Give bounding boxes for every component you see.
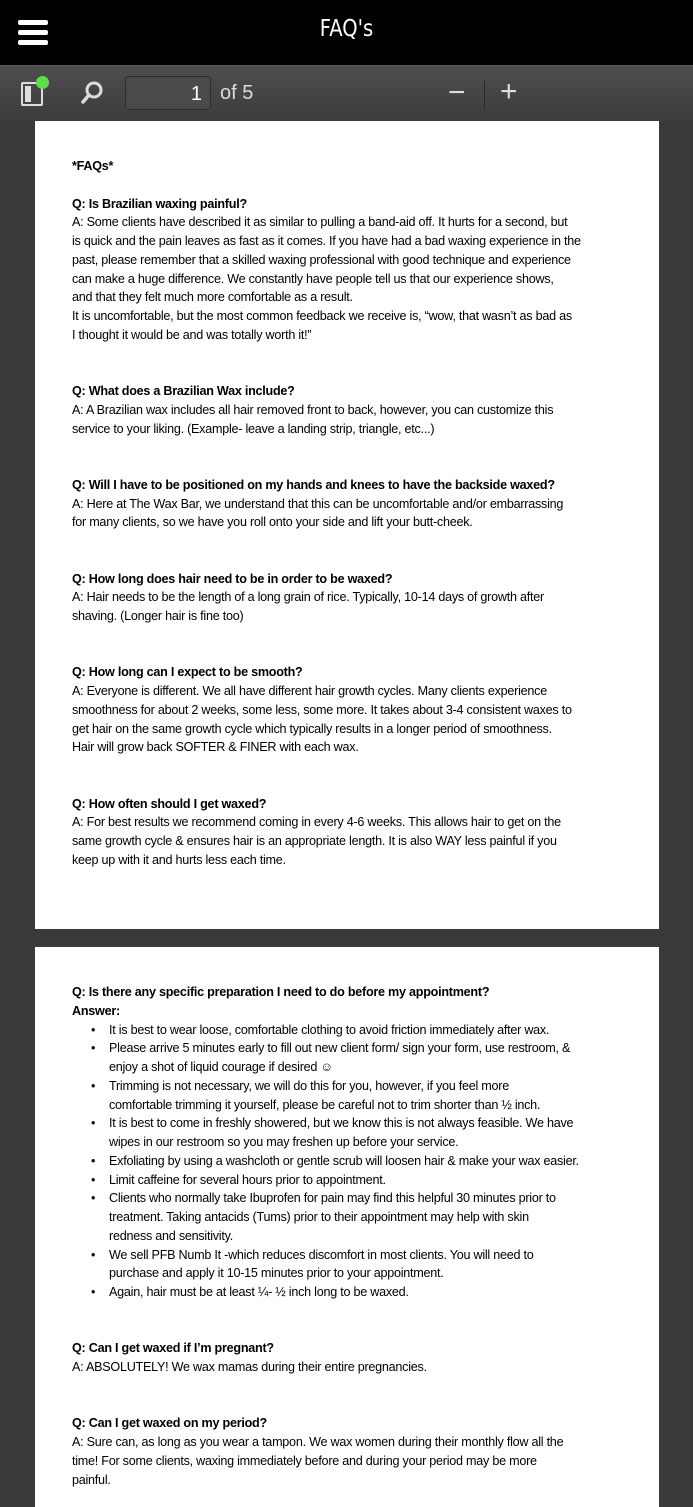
faq-answer-line: A: Some clients have described it as similar to pulling a band-aid off. It hurts for a second, but [72, 215, 568, 230]
zoom-out-button[interactable]: − [448, 76, 466, 109]
faq-question: Q: How often should I get waxed? [72, 796, 267, 811]
faq-item [72, 795, 659, 870]
zoom-in-button[interactable]: + [500, 75, 518, 108]
faq-question: Q: Will I have to be positioned on my hands and knees to have the backside waxed? [72, 477, 555, 492]
bullet-line: redness and sensitivity. [109, 1228, 233, 1243]
faq-item [72, 983, 659, 1302]
faq-answer-line: A: Here at The Wax Bar, we understand that this can be uncomfortable and/or embarrassing [72, 496, 564, 511]
bullet-item [72, 1171, 659, 1190]
faq-question: Q: Is Brazilian waxing painful? [72, 196, 247, 211]
spacer [72, 438, 659, 476]
bullet-item [72, 1246, 659, 1284]
faq-answer-line: It is uncomfortable, but the most common feedback we receive is, “wow, that wasn’t as bad as [72, 309, 572, 323]
faq-answer-line: keep up with it and hurts less each time. [72, 852, 286, 867]
spacer [72, 176, 659, 195]
pdf-page-1 [35, 121, 659, 929]
faq-answer-line: past, please remember that a skilled waxing professional with good technique and experience [72, 252, 571, 267]
spacer [72, 1302, 659, 1340]
faq-answer-line: shaving. (Longer hair is fine too) [72, 609, 244, 623]
bullet-item [72, 1077, 659, 1115]
faq-answer-line: A: ABSOLUTELY! We wax mamas during their entire pregnancies. [72, 1360, 427, 1374]
notification-badge [36, 76, 49, 89]
bullet-item [72, 1039, 659, 1077]
bullet-line: Exfoliating by using a washcloth or gentle scrub will loosen hair & make your wax easier. [109, 1153, 579, 1168]
faq-item [72, 476, 659, 532]
bullet-line: We sell PFB Numb It -which reduces discomfort in most clients. You will need to [109, 1247, 534, 1262]
page-number-input[interactable]: 1 [125, 76, 211, 110]
page-total: of 5 [220, 82, 254, 104]
faq-item [72, 663, 659, 757]
faq-answer-line: A: A Brazilian wax includes all hair removed front to back, however, you can customize this [72, 402, 554, 417]
faq-answer-line: A: Hair needs to be the length of a long grain of rice. Typically, 10-14 days of growth after [72, 590, 544, 605]
faq-question: Q: Can I get waxed on my period? [72, 1416, 267, 1431]
bullet-line: It is best to come in freshly showered, but we know this is not always feasible. We have [109, 1116, 574, 1131]
bullet-icon: • [91, 1153, 96, 1168]
bullet-line: Please arrive 5 minutes early to fill out new client form/ sign your form, use restroom, & [109, 1041, 571, 1056]
bullet-icon: • [91, 1022, 96, 1037]
bullet-line: wipes in our restroom so you may freshen up before your service. [109, 1135, 459, 1149]
search-icon[interactable] [80, 80, 104, 106]
bullet-icon: • [91, 1285, 96, 1299]
bullet-line: purchase and apply it 10-15 minutes prior to your appointment. [109, 1266, 444, 1281]
faq-answer-line: A: Sure can, as long as you wear a tampon. We wax women during their monthly flow all the [72, 1435, 564, 1449]
faq-answer-line: painful. [72, 1472, 111, 1487]
faq-answer-line: same growth cycle & ensures hair is an appropriate length. It is also WAY less painful if you [72, 834, 557, 848]
faq-item [72, 1414, 659, 1489]
faq-answer-line: time! For some clients, waxing immediately before and during your period may be more [72, 1453, 537, 1468]
bullet-line: It is best to wear loose, comfortable clothing to avoid friction immediately after wax. [109, 1022, 550, 1037]
spacer [72, 626, 659, 664]
bullet-line: Again, hair must be at least ¼- ½ inch long to be waxed. [109, 1285, 409, 1299]
faq-question: Q: Is there any specific preparation I need to do before my appointment? [72, 985, 490, 999]
bullet-line: comfortable trimming it yourself, please be careful not to trim shorter than ½ inch. [109, 1097, 541, 1112]
hamburger-icon[interactable] [18, 20, 48, 46]
faq-item [72, 382, 659, 438]
spacer [72, 345, 659, 383]
faq-answer-line: get hair on the same growth cycle which typically results in a longer period of smoothness. [72, 721, 552, 736]
bullet-icon: • [91, 1116, 96, 1131]
faq-answer-line: can make a huge difference. We constantly have people tell us that our experience shows, [72, 271, 554, 286]
faq-answer-line: smoothness for about 2 weeks, some less, some more. It takes about 3-4 consistent waxes to [72, 702, 572, 717]
app-header [0, 0, 693, 65]
bullet-icon: • [91, 1191, 96, 1206]
bullet-icon: • [91, 1041, 96, 1056]
faq-answer-line: for many clients, so we have you roll onto your side and lift your butt-cheek. [72, 515, 473, 530]
faq-question: Q: What does a Brazilian Wax include? [72, 384, 295, 398]
divider [484, 81, 485, 109]
faq-answer-line: A: Everyone is different. We all have different hair growth cycles. Many clients experience [72, 684, 547, 698]
document-heading: *FAQs* [72, 159, 114, 173]
bullet-line: Limit caffeine for several hours prior to appointment. [109, 1172, 386, 1187]
bullet-item [72, 1114, 659, 1152]
faq-item [72, 570, 659, 626]
pdf-page-2 [35, 947, 659, 1507]
faq-question: Q: Can I get waxed if I’m pregnant? [72, 1341, 274, 1356]
bullet-item [72, 1189, 659, 1245]
faq-answer-line: Hair will grow back SOFTER & FINER with each wax. [72, 740, 359, 755]
bullet-line: treatment. Taking antacids (Tums) prior to their appointment may help with skin [109, 1210, 529, 1224]
faq-item [72, 1339, 659, 1377]
spacer [72, 757, 659, 795]
faq-answer-line: and that they felt much more comfortable as a result. [72, 290, 353, 305]
bullet-line: Trimming is not necessary, we will do this for you, however, if you feel more [109, 1078, 510, 1093]
spacer [72, 1377, 659, 1415]
bullet-item [72, 1152, 659, 1171]
faq-item [72, 195, 659, 345]
faq-answer-line: is quick and the pain leaves as fast as it comes. If you have had a bad waxing experience in the [72, 234, 581, 248]
spacer [72, 532, 659, 570]
faq-answer-line: I thought it would be and was totally worth it!” [72, 327, 312, 342]
bullet-icon: • [91, 1247, 96, 1262]
bullet-line: enjoy a shot of liquid courage if desired ☺ [109, 1060, 334, 1074]
bullet-item [72, 1283, 659, 1302]
bullet-icon: • [91, 1172, 96, 1187]
faq-answer-line: A: For best results we recommend coming in every 4-6 weeks. This allows hair to get on the [72, 815, 561, 830]
faq-question: Q: How long does hair need to be in order to be waxed? [72, 571, 393, 586]
pdf-toolbar [0, 65, 693, 122]
answer-label: Answer: [72, 1003, 120, 1018]
bullet-line: Clients who normally take Ibuprofen for pain may find this helpful 30 minutes prior to [109, 1191, 556, 1206]
page-title: FAQ's [319, 16, 374, 42]
faq-question: Q: How long can I expect to be smooth? [72, 665, 303, 680]
bullet-item [72, 1021, 659, 1040]
faq-answer-line: service to your liking. (Example- leave a landing strip, triangle, etc...) [72, 421, 435, 436]
bullet-icon: • [91, 1078, 96, 1093]
